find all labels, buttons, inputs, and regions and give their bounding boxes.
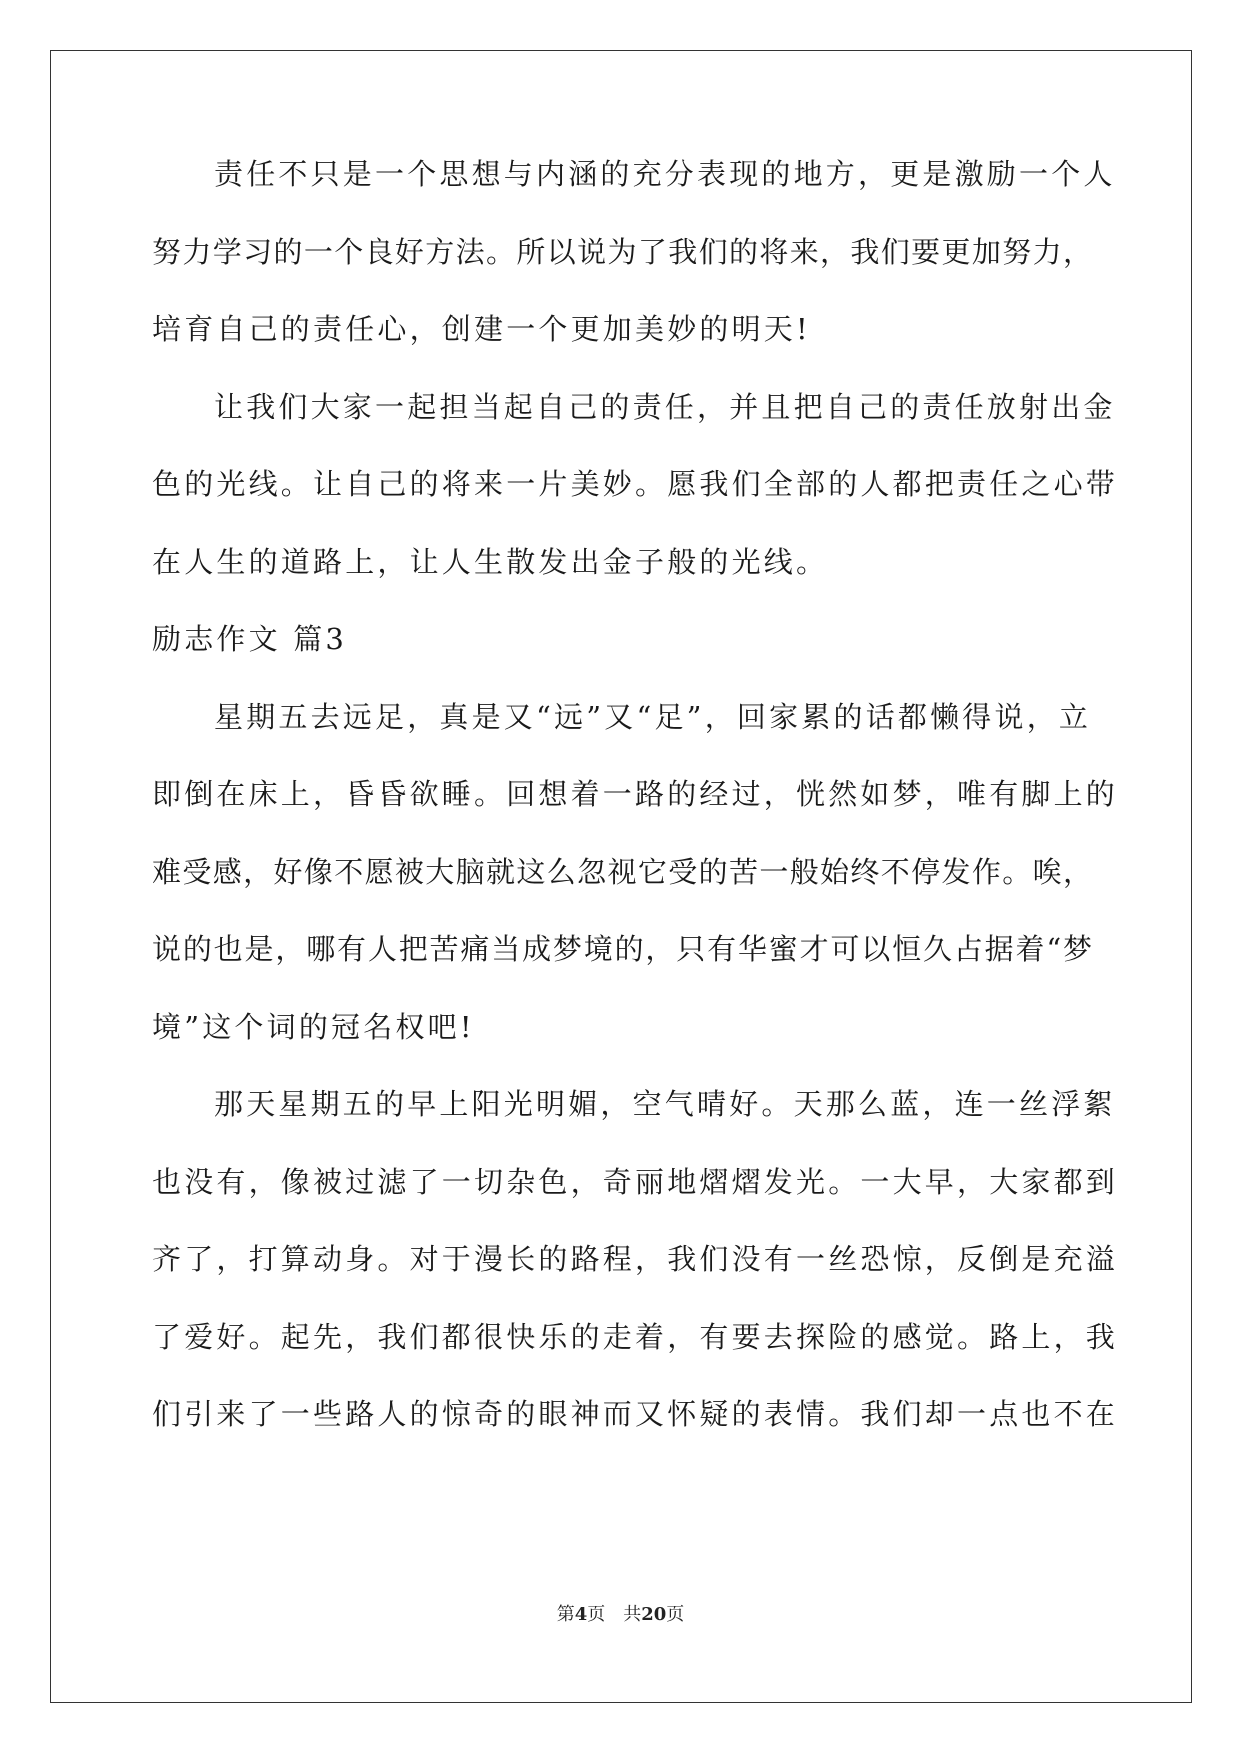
- paragraph-4-line-1: 那天星期五的早上阳光明媚，空气晴好。天那么蓝，连一丝浮絮: [214, 1087, 1116, 1121]
- paragraph-4-line-4: 了爱好。起先，我们都很快乐的走着，有要去探险的感觉。路上，我: [152, 1319, 1119, 1354]
- paragraph-3-line-2: 即倒在床上，昏昏欲睡。回想着一路的经过，恍然如梦，唯有脚上的: [152, 777, 1119, 811]
- paragraph-2-line-2: 色的光线。让自己的将来一片美妙。愿我们全部的人都把责任之心带: [152, 467, 1119, 501]
- footer-suffix: 页: [666, 1604, 685, 1625]
- paragraph-4-line-3: 齐了，打算动身。对于漫长的路程，我们没有一丝恐惊，反倒是充溢: [152, 1242, 1119, 1276]
- footer-middle: 页 共: [587, 1604, 642, 1625]
- paragraph-3-line-4: 说的也是，哪有人把苦痛当成梦境的，只有华蜜才可以恒久占据着“梦: [152, 932, 1092, 966]
- paragraph-3-line-5: 境”这个词的冠名权吧!: [152, 1009, 475, 1044]
- paragraph-2-line-3: 在人生的道路上，让人生散发出金子般的光线。: [152, 544, 829, 579]
- paragraph-4-line-2: 也没有，像被过滤了一切杂色，奇丽地熠熠发光。一大早，大家都到: [152, 1164, 1119, 1199]
- paragraph-1-line-1: 责任不只是一个思想与内涵的充分表现的地方，更是激励一个人: [214, 157, 1116, 191]
- paragraph-4-line-5: 们引来了一些路人的惊奇的眼神而又怀疑的表情。我们却一点也不在: [152, 1397, 1119, 1431]
- section-heading: 励志作文 篇3: [152, 622, 348, 656]
- paragraph-1-line-3: 培育自己的责任心，创建一个更加美妙的明天!: [152, 312, 811, 346]
- paragraph-3-line-1: 星期五去远足，真是又“远”又“足”，回家累的话都懒得说，立: [214, 699, 1092, 734]
- footer-prefix: 第: [556, 1604, 575, 1625]
- paragraph-3-line-3: 难受感，好像不愿被大脑就这么忽视它受的苦一般始终不停发作。唉，: [152, 854, 1092, 889]
- document-body: [152, 157, 1119, 1478]
- page-footer: [0, 1600, 1241, 1626]
- paragraph-1-line-2: 努力学习的一个良好方法。所以说为了我们的将来，我们要更加努力，: [152, 234, 1092, 269]
- footer-total-pages: 20: [641, 1604, 667, 1625]
- footer-page-number: 4: [574, 1604, 588, 1625]
- paragraph-2-line-1: 让我们大家一起担当起自己的责任，并且把自己的责任放射出金: [214, 389, 1116, 424]
